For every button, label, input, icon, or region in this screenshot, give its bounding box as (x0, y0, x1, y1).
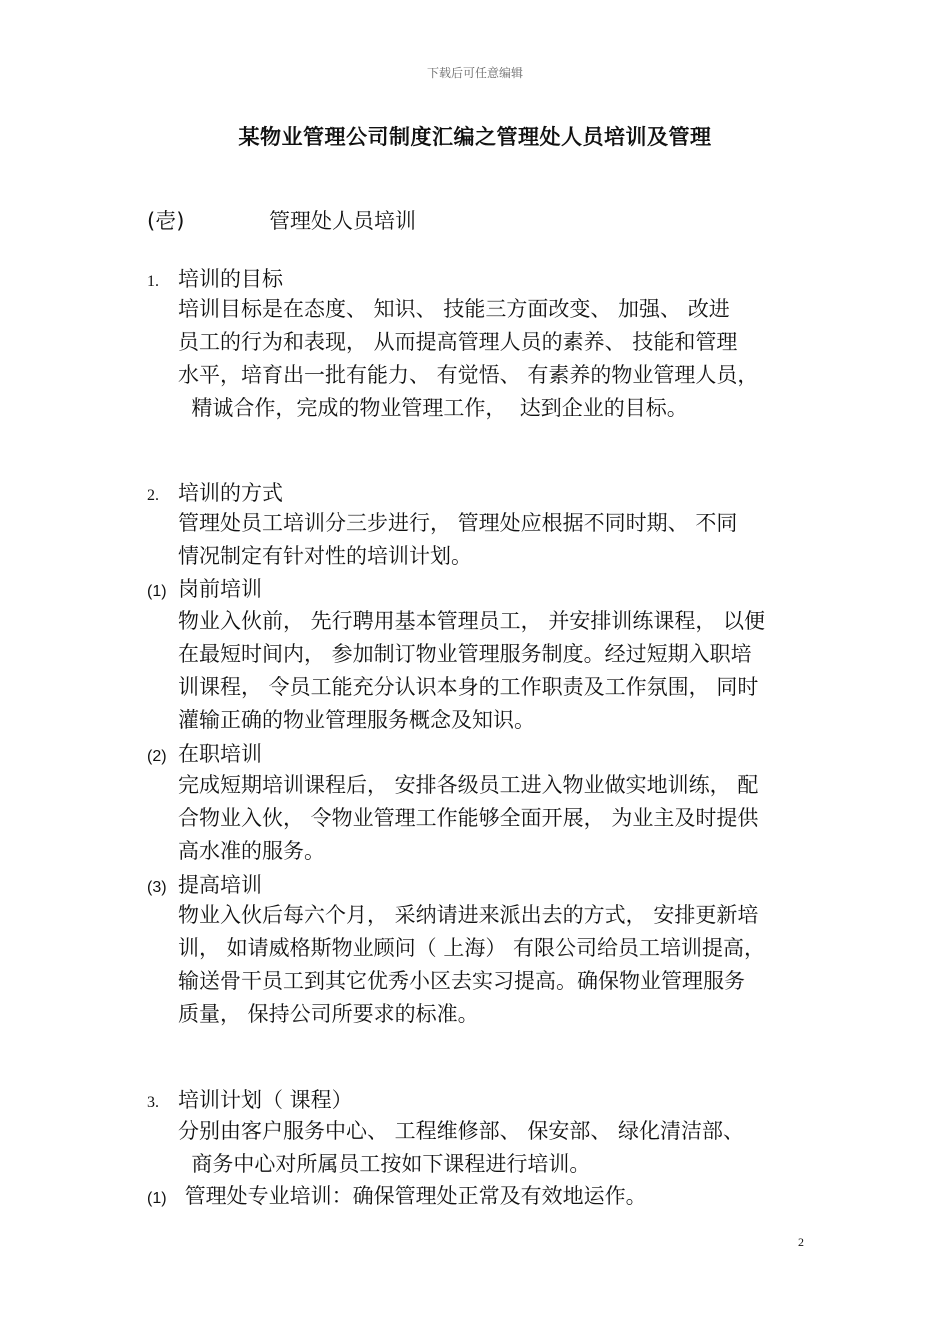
paragraph-line: 物业入伙后每六个月， 采纳请进来派出去的方式， 安排更新培 (178, 903, 759, 927)
subsection-paragraph (178, 769, 818, 868)
subsection-title: 管理处专业培训：确保管理处正常及有效地运作。 (178, 1184, 647, 1208)
subsection-title: 岗前培训 (178, 577, 262, 601)
section-heading (147, 477, 283, 507)
section-title: 培训的方式 (178, 481, 283, 505)
paragraph-line: 水平，培育出一批有能力、 有觉悟、 有素养的物业管理人员， (178, 363, 759, 387)
paragraph-line: 情况制定有针对性的培训计划。 (178, 544, 472, 568)
paragraph-line: 物业入伙前， 先行聘用基本管理员工， 并安排训练课程， 以便 (178, 609, 766, 633)
subsection-heading (147, 1180, 647, 1210)
section-number: 3. (147, 1094, 159, 1111)
part-title: 管理处人员培训 (269, 209, 416, 233)
subsection-title: 在职培训 (178, 742, 262, 766)
paragraph-line: 商务中心对所属员工按如下课程进行培训。 (178, 1152, 591, 1176)
paragraph-line: 在最短时间内， 参加制订物业管理服务制度。经过短期入职培 (178, 642, 752, 666)
section-paragraph (178, 507, 818, 573)
section-paragraph (178, 1115, 818, 1181)
paragraph-line: 高水准的服务。 (178, 839, 325, 863)
paragraph-line: 质量， 保持公司所要求的标准。 (178, 1002, 479, 1026)
subsection-number: (1) (147, 583, 167, 600)
section-heading (147, 263, 283, 293)
subsection-paragraph (178, 605, 818, 737)
paragraph-line: 管理处员工培训分三步进行， 管理处应根据不同时期、 不同 (178, 511, 738, 535)
paragraph-line: 培训目标是在态度、 知识、 技能三方面改变、 加强、 改进 (178, 297, 730, 321)
page-number: 2 (798, 1235, 804, 1249)
paragraph-line: 合物业入伙， 令物业管理工作能够全面开展， 为业主及时提供 (178, 806, 759, 830)
section-title: 培训计划（ 课程） (178, 1088, 353, 1112)
section-heading (147, 1084, 353, 1114)
section-title: 培训的目标 (178, 267, 283, 291)
paragraph-line: 训课程， 令员工能充分认识本身的工作职责及工作氛围， 同时 (178, 675, 759, 699)
section-number: 1. (147, 273, 159, 290)
paragraph-line: 精诚合作，完成的物业管理工作， 达到企业的目标。 (178, 396, 688, 420)
subsection-title: 提高培训 (178, 873, 262, 897)
part-heading (147, 205, 416, 235)
document-title: 某物业管理公司制度汇编之管理处人员培训及管理 (238, 125, 712, 149)
subsection-heading (147, 869, 262, 899)
subsection-number: (3) (147, 879, 167, 896)
subsection-paragraph (178, 899, 818, 1031)
subsection-number: (1) (147, 1190, 167, 1207)
subsection-heading (147, 573, 262, 603)
subsection-number: (2) (147, 748, 167, 765)
paragraph-line: 完成短期培训课程后， 安排各级员工进入物业做实地训练， 配 (178, 773, 759, 797)
page-header-note: 下载后可任意编辑 (426, 66, 523, 80)
paragraph-line: 分别由客户服务中心、 工程维修部、 保安部、 绿化清洁部、 (178, 1119, 745, 1143)
section-number: 2. (147, 487, 159, 504)
subsection-heading (147, 738, 262, 768)
paragraph-line: 输送骨干员工到其它优秀小区去实习提高。确保物业管理服务 (178, 969, 745, 993)
paragraph-line: 灌输正确的物业管理服务概念及知识。 (178, 708, 535, 732)
paragraph-line: 员工的行为和表现， 从而提高管理人员的素养、 技能和管理 (178, 330, 738, 354)
part-number: (壱) (147, 209, 185, 233)
section-paragraph (178, 293, 818, 425)
paragraph-line: 训， 如请威格斯物业顾问（ 上海） 有限公司给员工培训提高， (178, 936, 766, 960)
